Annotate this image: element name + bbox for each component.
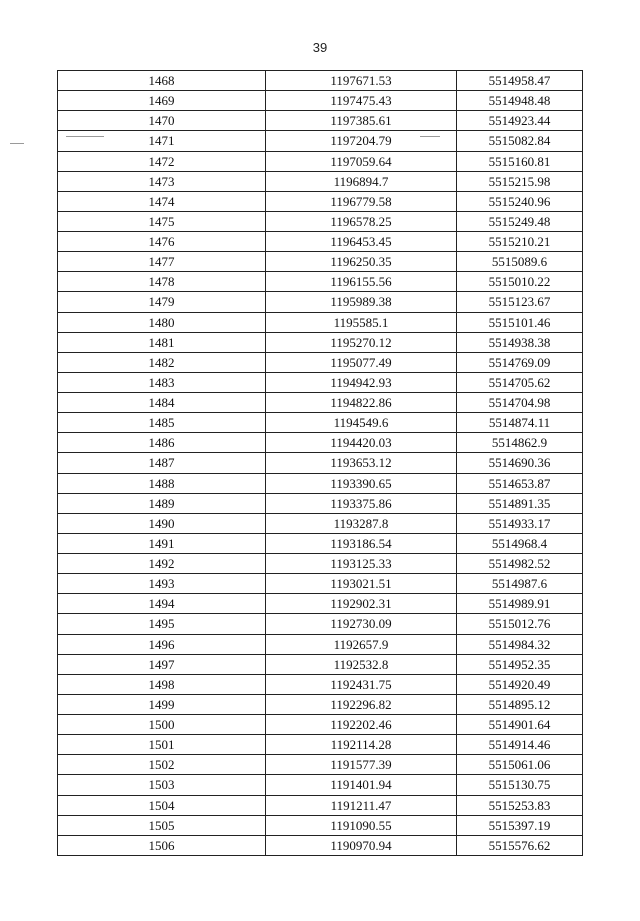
x-coordinate-cell: 1196779.58 — [266, 191, 457, 211]
table-row — [58, 674, 583, 694]
table-row — [58, 252, 583, 272]
table-row — [58, 413, 583, 433]
table-row — [58, 91, 583, 111]
y-coordinate-cell: 5515130.75 — [457, 775, 583, 795]
y-coordinate-cell: 5514938.38 — [457, 332, 583, 352]
x-coordinate-cell: 1197059.64 — [266, 151, 457, 171]
y-coordinate-cell: 5514920.49 — [457, 674, 583, 694]
y-coordinate-cell: 5514968.4 — [457, 533, 583, 553]
table-row — [58, 232, 583, 252]
y-coordinate-cell: 5515012.76 — [457, 614, 583, 634]
y-coordinate-cell: 5514769.09 — [457, 352, 583, 372]
x-coordinate-cell: 1194549.6 — [266, 413, 457, 433]
y-coordinate-cell: 5514952.35 — [457, 654, 583, 674]
table-row — [58, 554, 583, 574]
x-coordinate-cell: 1193125.33 — [266, 554, 457, 574]
y-coordinate-cell: 5515010.22 — [457, 272, 583, 292]
point-number-cell: 1469 — [58, 91, 266, 111]
point-number-cell: 1468 — [58, 71, 266, 91]
point-number-cell: 1471 — [58, 131, 266, 151]
table-row — [58, 533, 583, 553]
point-number-cell: 1482 — [58, 352, 266, 372]
scan-mark — [10, 143, 24, 144]
point-number-cell: 1506 — [58, 835, 266, 855]
y-coordinate-cell: 5514690.36 — [457, 453, 583, 473]
table-row — [58, 735, 583, 755]
y-coordinate-cell: 5514874.11 — [457, 413, 583, 433]
y-coordinate-cell: 5514923.44 — [457, 111, 583, 131]
x-coordinate-cell: 1192730.09 — [266, 614, 457, 634]
x-coordinate-cell: 1196453.45 — [266, 232, 457, 252]
table-row — [58, 171, 583, 191]
y-coordinate-cell: 5515061.06 — [457, 755, 583, 775]
table-row — [58, 835, 583, 855]
x-coordinate-cell: 1192902.31 — [266, 594, 457, 614]
coordinate-table-body — [58, 71, 583, 856]
x-coordinate-cell: 1192114.28 — [266, 735, 457, 755]
point-number-cell: 1489 — [58, 493, 266, 513]
x-coordinate-cell: 1192202.46 — [266, 715, 457, 735]
point-number-cell: 1504 — [58, 795, 266, 815]
point-number-cell: 1477 — [58, 252, 266, 272]
point-number-cell: 1502 — [58, 755, 266, 775]
y-coordinate-cell: 5514989.91 — [457, 594, 583, 614]
y-coordinate-cell: 5514653.87 — [457, 473, 583, 493]
x-coordinate-cell: 1195077.49 — [266, 352, 457, 372]
point-number-cell: 1486 — [58, 433, 266, 453]
point-number-cell: 1478 — [58, 272, 266, 292]
table-row — [58, 815, 583, 835]
table-row — [58, 272, 583, 292]
point-number-cell: 1487 — [58, 453, 266, 473]
table-row — [58, 694, 583, 714]
y-coordinate-cell: 5514895.12 — [457, 694, 583, 714]
table-row — [58, 211, 583, 231]
x-coordinate-cell: 1193390.65 — [266, 473, 457, 493]
table-row — [58, 654, 583, 674]
x-coordinate-cell: 1197475.43 — [266, 91, 457, 111]
x-coordinate-cell: 1192657.9 — [266, 634, 457, 654]
x-coordinate-cell: 1195270.12 — [266, 332, 457, 352]
point-number-cell: 1473 — [58, 171, 266, 191]
y-coordinate-cell: 5514982.52 — [457, 554, 583, 574]
point-number-cell: 1481 — [58, 332, 266, 352]
y-coordinate-cell: 5515160.81 — [457, 151, 583, 171]
point-number-cell: 1494 — [58, 594, 266, 614]
table-row — [58, 453, 583, 473]
y-coordinate-cell: 5515253.83 — [457, 795, 583, 815]
x-coordinate-cell: 1191090.55 — [266, 815, 457, 835]
point-number-cell: 1475 — [58, 211, 266, 231]
point-number-cell: 1476 — [58, 232, 266, 252]
coordinate-table — [57, 70, 583, 856]
x-coordinate-cell: 1191577.39 — [266, 755, 457, 775]
point-number-cell: 1499 — [58, 694, 266, 714]
table-row — [58, 594, 583, 614]
page-number: 39 — [312, 40, 328, 55]
table-row — [58, 795, 583, 815]
y-coordinate-cell: 5515215.98 — [457, 171, 583, 191]
y-coordinate-cell: 5514958.47 — [457, 71, 583, 91]
x-coordinate-cell: 1192431.75 — [266, 674, 457, 694]
x-coordinate-cell: 1192296.82 — [266, 694, 457, 714]
x-coordinate-cell: 1193653.12 — [266, 453, 457, 473]
point-number-cell: 1491 — [58, 533, 266, 553]
x-coordinate-cell: 1194420.03 — [266, 433, 457, 453]
x-coordinate-cell: 1194942.93 — [266, 372, 457, 392]
y-coordinate-cell: 5515210.21 — [457, 232, 583, 252]
y-coordinate-cell: 5515123.67 — [457, 292, 583, 312]
point-number-cell: 1501 — [58, 735, 266, 755]
y-coordinate-cell: 5514704.98 — [457, 393, 583, 413]
x-coordinate-cell: 1195989.38 — [266, 292, 457, 312]
table-row — [58, 151, 583, 171]
table-row — [58, 332, 583, 352]
y-coordinate-cell: 5514984.32 — [457, 634, 583, 654]
y-coordinate-cell: 5515089.6 — [457, 252, 583, 272]
point-number-cell: 1497 — [58, 654, 266, 674]
y-coordinate-cell: 5514933.17 — [457, 513, 583, 533]
y-coordinate-cell: 5515082.84 — [457, 131, 583, 151]
table-row — [58, 131, 583, 151]
y-coordinate-cell: 5515101.46 — [457, 312, 583, 332]
point-number-cell: 1480 — [58, 312, 266, 332]
point-number-cell: 1485 — [58, 413, 266, 433]
table-row — [58, 393, 583, 413]
point-number-cell: 1492 — [58, 554, 266, 574]
x-coordinate-cell: 1190970.94 — [266, 835, 457, 855]
table-row — [58, 755, 583, 775]
point-number-cell: 1490 — [58, 513, 266, 533]
x-coordinate-cell: 1197385.61 — [266, 111, 457, 131]
table-row — [58, 372, 583, 392]
point-number-cell: 1500 — [58, 715, 266, 735]
table-row — [58, 614, 583, 634]
y-coordinate-cell: 5514891.35 — [457, 493, 583, 513]
y-coordinate-cell: 5515249.48 — [457, 211, 583, 231]
table-row — [58, 493, 583, 513]
scan-mark — [420, 136, 440, 137]
point-number-cell: 1495 — [58, 614, 266, 634]
point-number-cell: 1493 — [58, 574, 266, 594]
y-coordinate-cell: 5515397.19 — [457, 815, 583, 835]
table-row — [58, 775, 583, 795]
point-number-cell: 1474 — [58, 191, 266, 211]
y-coordinate-cell: 5515576.62 — [457, 835, 583, 855]
table-row — [58, 292, 583, 312]
x-coordinate-cell: 1197671.53 — [266, 71, 457, 91]
y-coordinate-cell: 5515240.96 — [457, 191, 583, 211]
x-coordinate-cell: 1191401.94 — [266, 775, 457, 795]
point-number-cell: 1488 — [58, 473, 266, 493]
table-row — [58, 634, 583, 654]
point-number-cell: 1470 — [58, 111, 266, 131]
x-coordinate-cell: 1196894.7 — [266, 171, 457, 191]
x-coordinate-cell: 1193375.86 — [266, 493, 457, 513]
y-coordinate-cell: 5514901.64 — [457, 715, 583, 735]
x-coordinate-cell: 1197204.79 — [266, 131, 457, 151]
point-number-cell: 1496 — [58, 634, 266, 654]
x-coordinate-cell: 1196578.25 — [266, 211, 457, 231]
table-row — [58, 513, 583, 533]
x-coordinate-cell: 1193021.51 — [266, 574, 457, 594]
table-row — [58, 111, 583, 131]
table-row — [58, 191, 583, 211]
point-number-cell: 1484 — [58, 393, 266, 413]
x-coordinate-cell: 1192532.8 — [266, 654, 457, 674]
scan-mark — [66, 136, 104, 137]
table-row — [58, 312, 583, 332]
x-coordinate-cell: 1196250.35 — [266, 252, 457, 272]
x-coordinate-cell: 1191211.47 — [266, 795, 457, 815]
y-coordinate-cell: 5514914.46 — [457, 735, 583, 755]
table-row — [58, 715, 583, 735]
table-row — [58, 352, 583, 372]
table-row — [58, 433, 583, 453]
point-number-cell: 1479 — [58, 292, 266, 312]
x-coordinate-cell: 1193186.54 — [266, 533, 457, 553]
x-coordinate-cell: 1196155.56 — [266, 272, 457, 292]
x-coordinate-cell: 1193287.8 — [266, 513, 457, 533]
point-number-cell: 1505 — [58, 815, 266, 835]
point-number-cell: 1498 — [58, 674, 266, 694]
point-number-cell: 1472 — [58, 151, 266, 171]
x-coordinate-cell: 1195585.1 — [266, 312, 457, 332]
y-coordinate-cell: 5514948.48 — [457, 91, 583, 111]
y-coordinate-cell: 5514862.9 — [457, 433, 583, 453]
y-coordinate-cell: 5514987.6 — [457, 574, 583, 594]
x-coordinate-cell: 1194822.86 — [266, 393, 457, 413]
table-row — [58, 71, 583, 91]
table-row — [58, 574, 583, 594]
point-number-cell: 1503 — [58, 775, 266, 795]
point-number-cell: 1483 — [58, 372, 266, 392]
table-row — [58, 473, 583, 493]
y-coordinate-cell: 5514705.62 — [457, 372, 583, 392]
